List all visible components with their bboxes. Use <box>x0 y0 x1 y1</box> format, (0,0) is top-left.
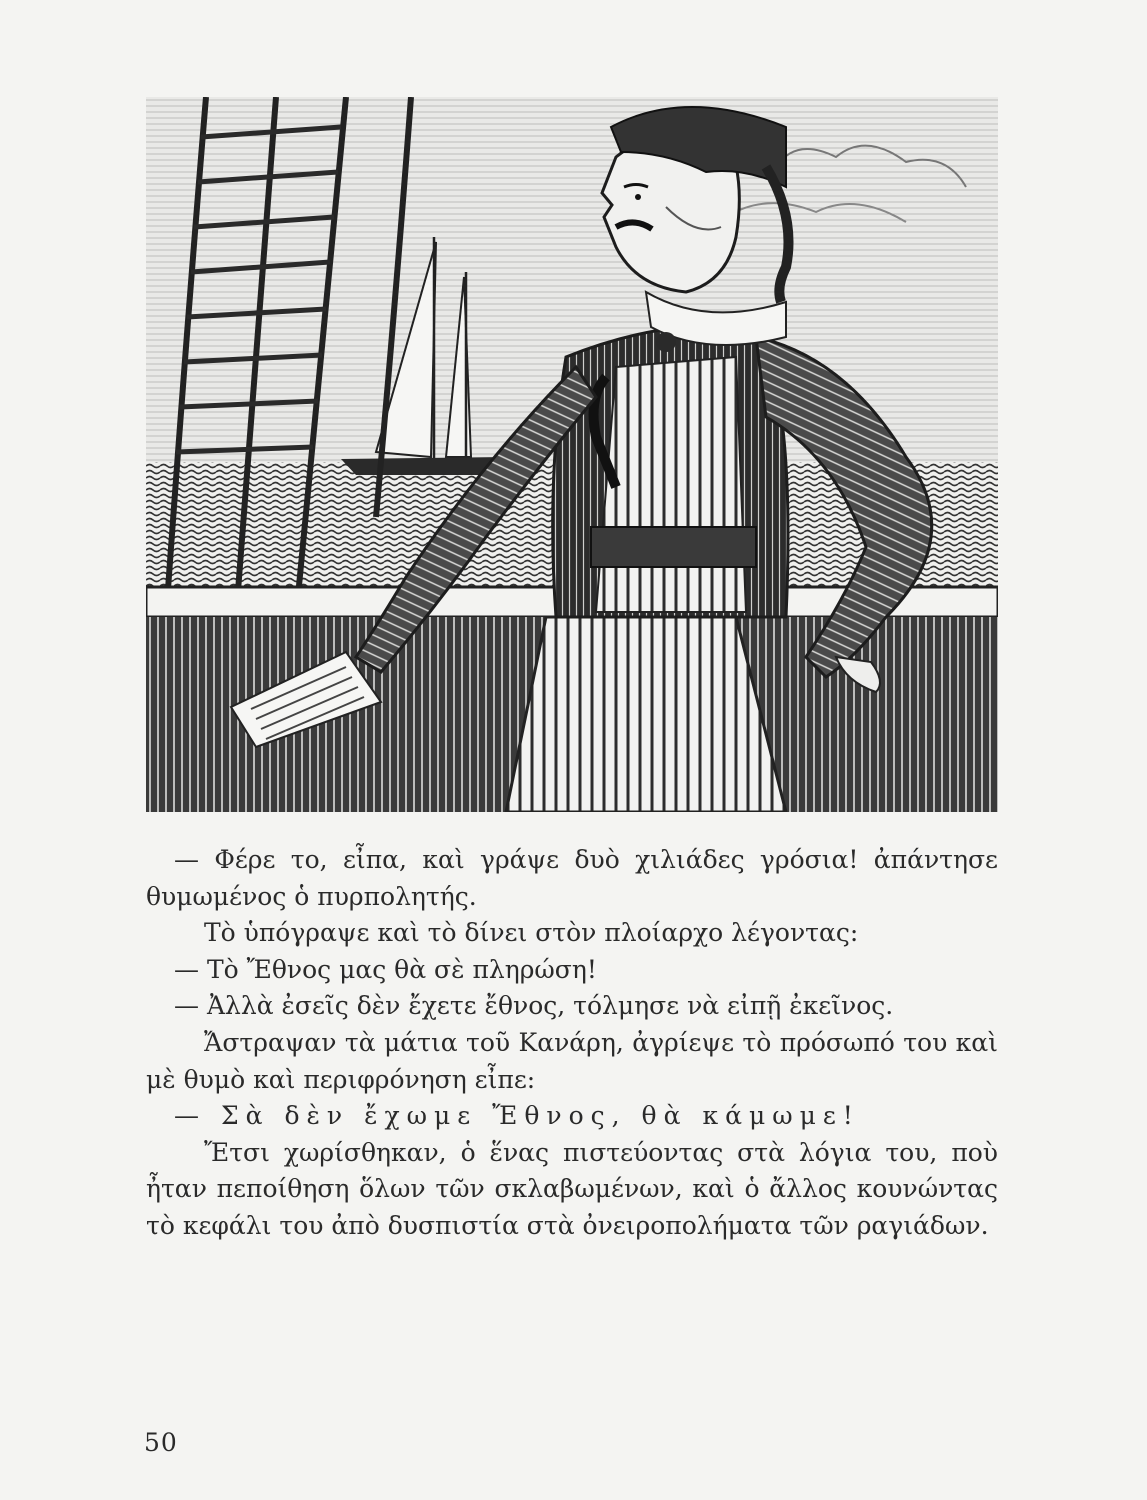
paragraph: — Φέρε το, εἶπα, καὶ γράψε δυὸ χιλιάδες γρόσια! ἀπάντησε θυμωμένος ὁ πυρπολητής. <box>146 845 998 911</box>
paragraph: — Σὰ δὲν ἔχωμε Ἔθνος, θὰ κάμωμε! <box>174 1101 860 1131</box>
page-number: 50 <box>144 1428 178 1457</box>
body-text <box>146 842 998 1245</box>
paragraph: Ἔτσι χωρίσθηκαν, ὁ ἕνας πιστεύοντας στὰ λόγια του, ποὺ ἦταν πεποίθηση ὅλων τῶν σκλαβωμένων, καὶ ὁ ἄλλος κουνώντας τὸ κεφάλι του ἀπὸ δυσπιστία στὰ ὀνειροπολήματα τῶν ραγιάδων. <box>146 1137 998 1240</box>
paragraph: — Τὸ Ἔθνος μας θὰ σὲ πληρώση! <box>174 954 597 984</box>
paragraph: Τὸ ὑπόγραψε καὶ τὸ δίνει στὸν πλοίαρχο λέγοντας: <box>204 918 859 948</box>
paragraph: — Ἀλλὰ ἐσεῖς δὲν ἔχετε ἔθνος, τόλμησε νὰ εἰπῇ ἐκεῖνος. <box>174 991 894 1021</box>
woodcut-illustration <box>146 97 998 812</box>
paragraph: Ἄστραψαν τὰ μάτια τοῦ Κανάρη, ἀγρίεψε τὸ πρόσωπό του καὶ μὲ θυμὸ καὶ περιφρόνηση εἶπε: <box>146 1027 998 1094</box>
